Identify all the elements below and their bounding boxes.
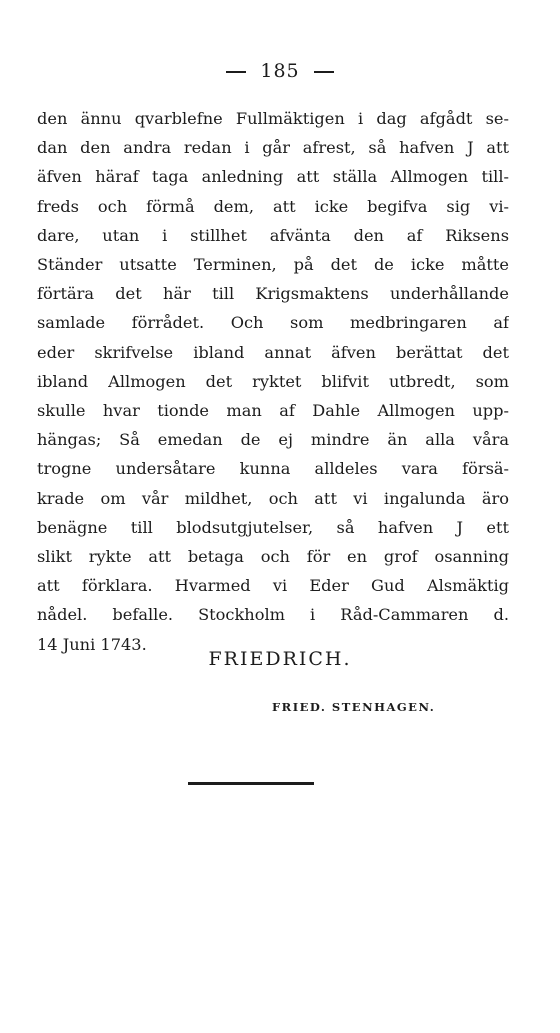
text-line: benägne till blodsutgjutelser, så hafven J ett bbox=[37, 517, 509, 537]
text-line: krade om vår mildhet, och att vi ingalunda äro bbox=[37, 488, 509, 508]
text-line: att förklara. Hvarmed vi Eder Gud Alsmäktig bbox=[37, 576, 509, 596]
text-line: nådel. befalle. Stockholm i Råd-Cammaren d. bbox=[37, 605, 509, 625]
text-line: Ständer utsatte Terminen, på det de icke måtte bbox=[37, 255, 509, 275]
page-header bbox=[0, 60, 560, 82]
text-line: äfven häraf taga anledning att ställa Allmogen till- bbox=[37, 167, 509, 187]
text-line: samlade förrådet. Och som medbringaren af bbox=[37, 313, 509, 333]
text-line: skulle hvar tionde man af Dahle Allmogen upp- bbox=[37, 401, 509, 421]
text-line: slikt rykte att betaga och för en grof osanning bbox=[37, 547, 509, 567]
text-line: eder skrifvelse ibland annat äfven berättat det bbox=[37, 342, 509, 362]
text-line: trogne undersåtare kunna alldeles vara försä- bbox=[37, 459, 509, 479]
countersignature: FRIED. STENHAGEN. bbox=[272, 700, 436, 714]
text-line: dan den andra redan i går afrest, så hafven J att bbox=[37, 138, 509, 158]
header-dash-left bbox=[226, 71, 246, 73]
signature: FRIEDRICH. bbox=[208, 648, 352, 670]
text-line-last: 14 Juni 1743. bbox=[37, 634, 147, 654]
closing-rule bbox=[188, 782, 314, 785]
text-line: ibland Allmogen det ryktet blifvit utbredt, som bbox=[37, 371, 509, 391]
body-text bbox=[37, 104, 509, 659]
text-line: förtära det här till Krigsmaktens underhållande bbox=[37, 284, 509, 304]
header-dash-right bbox=[314, 71, 334, 73]
page-number: 185 bbox=[260, 60, 300, 82]
text-line: den ännu qvarblefne Fullmäktigen i dag afgådt se- bbox=[37, 109, 509, 128]
text-line: hängas; Så emedan de ej mindre än alla våra bbox=[37, 430, 509, 450]
text-line: freds och förmå dem, att icke begifva sig vi- bbox=[37, 196, 509, 216]
text-line: dare, utan i stillhet afvänta den af Riksens bbox=[37, 225, 509, 245]
